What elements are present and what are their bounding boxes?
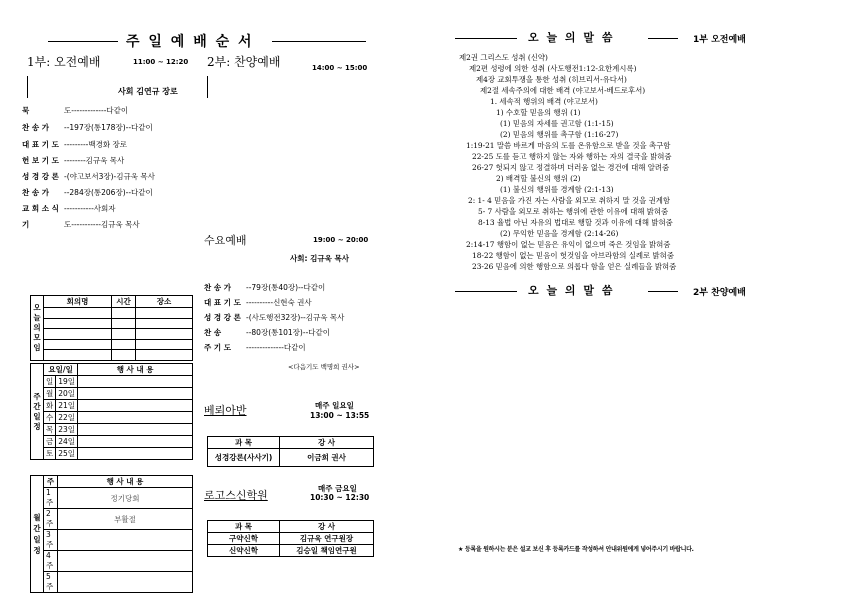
wednesday-item: 찬 송 가 --79장(통40장)--다같이 xyxy=(204,283,326,292)
wednesday-leader: 사회: 김규욱 목사 xyxy=(290,254,349,263)
table-row: 목 23일 xyxy=(31,424,193,436)
order1-item: 기 도-----------김규욱 목사 xyxy=(22,220,140,229)
next-prayer-note: <다음기도 백명희 권사> xyxy=(288,363,360,371)
outline-line: 제2절 세속주의에 대한 배격 (야고보서-베드로후서) xyxy=(480,86,646,95)
outline-line: (2) 무익한 믿음을 경계함 (2:14-26) xyxy=(500,229,619,238)
logos-header: 과 목 xyxy=(208,521,280,533)
order1-item: 교 회 소 식 -----------사회자 xyxy=(22,204,116,213)
wednesday-label: 수요예배 xyxy=(204,234,247,247)
outline-line: 8-13 율법 아닌 자유의 법대로 행할 것과 이유에 대해 밝혀줌 xyxy=(478,218,673,227)
table-row xyxy=(31,350,193,361)
divider-left xyxy=(27,76,28,98)
berea-day: 매주 일요일 xyxy=(315,401,354,410)
monthly-side: 월 간 일 정 xyxy=(31,476,44,593)
wednesday-item: 대 표 기 도 ----------신현숙 권사 xyxy=(204,298,312,307)
table-row: 금 24일 xyxy=(31,436,193,448)
table-row: 4주 xyxy=(31,551,193,572)
logos-header: 강 사 xyxy=(280,521,374,533)
weekly-table xyxy=(30,363,193,460)
table-row: 토 25일 xyxy=(31,448,193,460)
table-row xyxy=(31,308,193,319)
service1-leader: 사회 김연규 장로 xyxy=(118,87,178,96)
sermon2-rule-left xyxy=(455,291,517,292)
outline-line: 1:19-21 말씀 바르게 마음의 도를 온유함으로 받을 것을 촉구함 xyxy=(466,141,671,150)
wednesday-item: 찬 송 --80장(통101장)--다같이 xyxy=(204,328,331,337)
order1-item: 성 경 강 론 -(야고보서3장)-김규욱 목사 xyxy=(22,172,155,181)
order1-item: 대 표 기 도 ---------백경화 장로 xyxy=(22,140,127,149)
service1-time: 11:00 ~ 12:20 xyxy=(133,58,189,66)
outline-line: (2) 믿음의 행위를 촉구함 (1:16-27) xyxy=(500,130,619,139)
outline-line: 2: 1- 4 믿음을 가진 자는 사람을 외모로 취하지 말 것을 권계함 xyxy=(468,196,671,205)
berea-header: 강 사 xyxy=(280,437,374,449)
order1-item: 묵 도-------------다같이 xyxy=(22,106,129,115)
order1-item: 찬 송 가 --197장(통178장)--다같이 xyxy=(22,123,153,132)
table-row xyxy=(31,318,193,329)
table-row: 화 21일 xyxy=(31,400,193,412)
service2-time: 14:00 ~ 15:00 xyxy=(312,64,368,72)
sermon1-rule-left xyxy=(455,38,517,39)
registration-footnote: ★ 등록을 원하시는 분은 설교 보신 후 등록카드를 작성하셔 안내위원에게 넣어주시기 바랍니다. xyxy=(458,546,694,553)
title-rule-right xyxy=(272,41,366,42)
logos-day: 매주 금요일 xyxy=(318,484,357,493)
sermon1-title: 오 늘 의 말 씀 xyxy=(528,31,615,44)
order1-item: 찬 송 가 --284장(통206장)--다같이 xyxy=(22,188,153,197)
sermon2-rule-right xyxy=(648,291,678,292)
meetings-side: 오 늘 의 모 임 xyxy=(31,296,44,361)
meetings-header: 장소 xyxy=(136,296,193,308)
table-row xyxy=(31,339,193,350)
meetings-header: 시간 xyxy=(112,296,136,308)
page-title: 주 일 예 배 순 서 xyxy=(126,34,254,50)
wednesday-item: 주 기 도 --------------다같이 xyxy=(204,343,306,352)
outline-line: 22-25 도를 듣고 행하지 않는 자와 행하는 자의 결국을 밝혀줌 xyxy=(472,152,672,161)
table-row: 월 20일 xyxy=(31,388,193,400)
order1-item: 헌 보 기 도 --------김규욱 목사 xyxy=(22,156,125,165)
sermon1-rule-right xyxy=(648,38,678,39)
logos-time: 10:30 ~ 12:30 xyxy=(310,493,370,502)
wednesday-time: 19:00 ~ 20:00 xyxy=(313,236,369,244)
table-row: 신약신학 김승일 책임연구원 xyxy=(208,545,374,557)
outline-line: 5- 7 사람을 외모로 취하는 행위에 관한 이유에 대해 밝혀줌 xyxy=(478,207,669,216)
table-row xyxy=(31,329,193,340)
outline-line: 26-27 헛되지 않고 정결하며 더러움 없는 경건에 대해 알려줌 xyxy=(472,163,670,172)
divider-right xyxy=(207,76,208,98)
table-row: 3주 xyxy=(31,530,193,551)
monthly-header: 행 사 내 용 xyxy=(58,476,193,488)
logos-table xyxy=(207,520,374,557)
monthly-header: 주 xyxy=(44,476,58,488)
outline-line: (1) 불신의 행위를 경계함 (2:1-13) xyxy=(500,185,614,194)
weekly-side: 주 간 일 정 xyxy=(31,364,44,460)
monthly-table xyxy=(30,475,193,593)
sermon1-tag: 1부 오전예배 xyxy=(693,35,746,45)
meetings-header: 회의명 xyxy=(44,296,112,308)
outline-line: 제2편 성령에 의한 성취 (사도행전1:12-요한계시록) xyxy=(469,64,637,73)
table-row: 일 19일 xyxy=(31,376,193,388)
berea-table xyxy=(207,436,374,467)
berea-header: 과 목 xyxy=(208,437,280,449)
outline-line: 2:14-17 행함이 없는 믿음은 유익이 없으며 죽은 것임을 밝혀줌 xyxy=(466,240,671,249)
table-row: 1주 정기당회 xyxy=(31,488,193,509)
sermon2-tag: 2부 찬양예배 xyxy=(693,288,746,298)
table-row: 2주 부활절 xyxy=(31,509,193,530)
sermon2-title: 오 늘 의 말 씀 xyxy=(528,284,615,297)
outline-line: 2) 배격할 불신의 행위 (2) xyxy=(496,174,581,183)
outline-line: 18-22 행함이 없는 믿음이 헛것임을 아브라함의 실례로 밝혀줌 xyxy=(472,251,674,260)
table-row: 구약신학 김규욱 연구원장 xyxy=(208,533,374,545)
outline-line: 23-26 믿음에 의한 행함으로 의롭다 함을 얻은 실례들을 밝혀줌 xyxy=(472,262,677,271)
table-row: 성경강론(사사기) 이금희 권사 xyxy=(208,449,374,467)
logos-label: 로고스신학원 xyxy=(204,489,268,502)
outline-line: 제4장 교회투쟁을 통한 성취 (히브리서-유다서) xyxy=(476,75,627,84)
service2-label: 2부: 찬양예배 xyxy=(207,55,281,69)
berea-time: 13:00 ~ 13:55 xyxy=(310,411,370,420)
weekly-header: 행 사 내 용 xyxy=(78,364,193,376)
wednesday-item: 성 경 강 론 -(사도행전32장)--김규욱 목사 xyxy=(204,313,345,322)
title-rule-left xyxy=(48,41,118,42)
outline-line: 1. 세속적 행위의 배격 (야고보서) xyxy=(490,97,598,106)
service1-label: 1부: 오전예배 xyxy=(27,55,101,69)
meetings-table xyxy=(30,295,193,361)
berea-label: 베뢰아반 xyxy=(204,404,247,417)
table-row: 수 22일 xyxy=(31,412,193,424)
weekly-header: 요일/일 xyxy=(44,364,78,376)
table-row: 5주 xyxy=(31,572,193,593)
outline-line: 1) 수호할 믿음의 행위 (1) xyxy=(496,108,581,117)
outline-line: 제2권 그리스도 성취 (신약) xyxy=(459,53,548,62)
outline-line: (1) 믿음의 자세를 권고함 (1:1-15) xyxy=(500,119,614,128)
